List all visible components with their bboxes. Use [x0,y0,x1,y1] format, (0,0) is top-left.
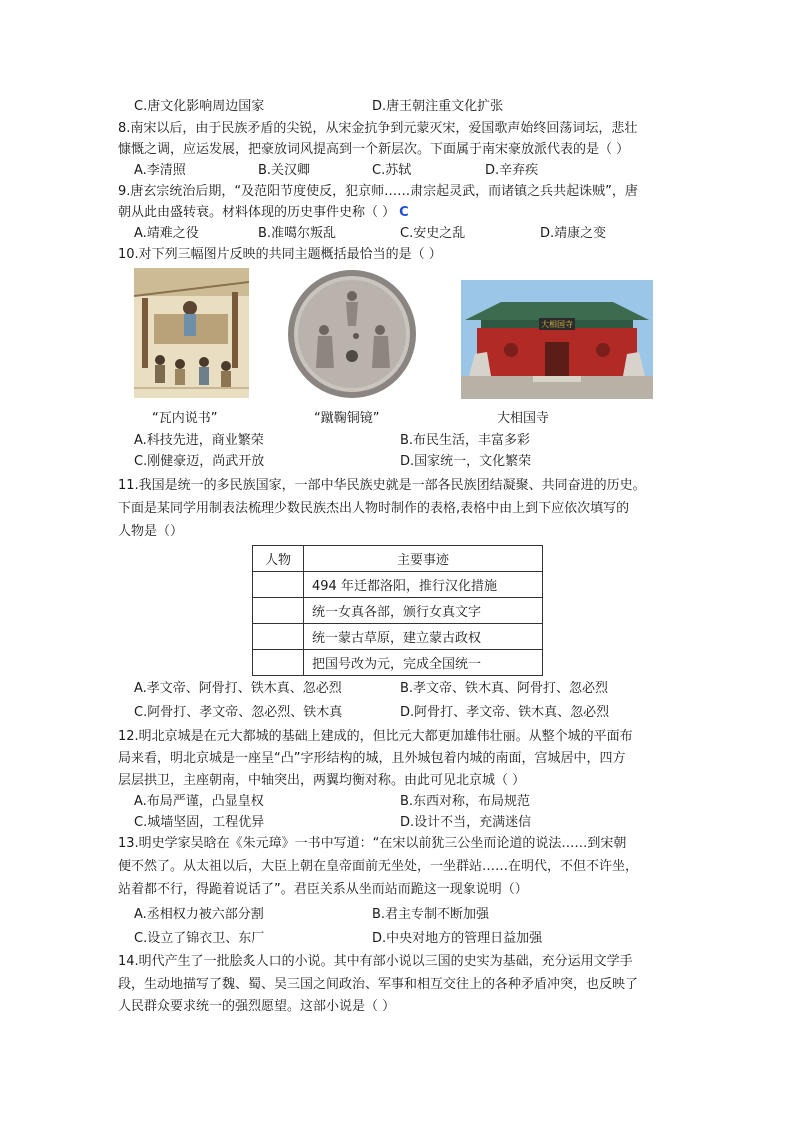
q11-option-b[interactable]: B.孝文帝、铁木真、阿骨打、忽必烈 [400,681,609,696]
q13-stem-line1: 13.明史学家吴晗在《朱元璋》一书中写道：“在宋以前犹三公坐而论道的说法……到宋朝 [118,836,627,851]
minority-figures-table [252,545,543,676]
q13-option-d[interactable]: D.中央对地方的管理日益加强 [372,931,543,946]
table-row [253,572,543,598]
q12-option-c[interactable]: C.城墙坚固，工程优异 [134,815,265,830]
q9-option-a[interactable]: A.靖难之役 [134,226,199,241]
q11-stem-line2: 下面是某同学用制表法梳理少数民族杰出人物时制作的表格,表格中由上到下应依次填写的 [118,501,630,516]
q9-option-b[interactable]: B.准噶尔叛乱 [258,226,337,241]
caption-temple: 大相国寺 [497,411,550,426]
table-cell-person [253,650,304,676]
q11-stem-line1: 11.我国是统一的多民族国家，一部中华民族史就是一部各民族团结凝聚、共同奋进的历史。 [118,478,646,493]
q8-option-c[interactable]: C.苏轼 [372,163,412,178]
q13-stem-line3: 站着都不行，得跪着说话了”。君臣关系从坐而站而跪这一现象说明（） [118,882,528,897]
q14-stem-line1: 14.明代产生了一批脍炙人口的小说。其中有部小说以三国的史实为基础，充分运用文学手 [118,954,633,969]
q10-option-c[interactable]: C.刚健豪迈，尚武开放 [134,454,265,469]
q12-option-b[interactable]: B.东西对称，布局规范 [400,794,531,809]
temple-plaque: 大相国寺 [541,320,573,329]
q11-option-a[interactable]: A.孝文帝、阿骨打、铁木真、忽必烈 [134,681,342,696]
q14-stem-line3: 人民群众要求统一的强烈愿望。这部小说是（ ） [118,999,396,1014]
table-cell-person [253,598,304,624]
q11-stem-line3: 人物是（） [118,524,184,539]
q8-option-a[interactable]: A.李清照 [134,163,186,178]
q8-stem-line1: 8.南宋以后，由于民族矛盾的尖锐，从宋金抗争到元蒙灭宋，爱国歌声始终回荡词坛，悲壮 [118,121,638,136]
table-header-deeds: 主要事迹 [304,546,543,572]
cuju-bronze-mirror [286,268,418,400]
cuju-bronze-mirror-art [286,268,418,400]
caption-storytelling: “瓦内说书” [152,411,218,426]
table-row [253,624,543,650]
q8-option-d[interactable]: D.辛弃疾 [485,163,539,178]
q9-handwritten-answer: C [399,205,409,220]
q8-option-b[interactable]: B.关汉卿 [258,163,311,178]
daxiangguo-temple-photo [461,280,653,399]
q9-option-c[interactable]: C.安史之乱 [400,226,466,241]
q13-option-a[interactable]: A.丞相权力被六部分割 [134,907,264,922]
q14-stem-line2: 段，生动地描写了魏、蜀、吴三国之间政治、军事和相互交往上的各种矛盾冲突，也反映了 [118,977,639,992]
caption-mirror: “蹴鞠铜镜” [314,411,380,426]
q9-stem-text: 朝从此由盛转衰。材料体现的历史事件史称（ ） [118,205,396,220]
q13-option-c[interactable]: C.设立了锦衣卫、东厂 [134,931,265,946]
table-row [253,598,543,624]
q8-stem-line2: 慷慨之调，应运发展，把豪放词风提高到一个新层次。下面属于南宋豪放派代表的是（ ） [118,142,630,157]
table-header-person: 人物 [253,546,304,572]
q12-stem-line3: 层层拱卫，主座朝南，中轴突出，两翼均衡对称。由此可见北京城（ ） [118,773,526,788]
storytelling-painting-art [134,268,249,398]
storytelling-painting [134,268,249,398]
q10-stem: 10.对下列三幅图片反映的共同主题概括最恰当的是（ ） [118,247,442,262]
q10-option-a[interactable]: A.科技先进，商业繁荣 [134,433,264,448]
q12-option-a[interactable]: A.布局严谨，凸显皇权 [134,794,264,809]
table-cell-deed: 统一女真各部，颁行女真文字 [304,598,543,624]
q12-stem-line1: 12.明北京城是在元大都城的基础上建成的，但比元大都更加雄伟壮丽。从整个城的平面布 [118,729,633,744]
q11-option-c[interactable]: C.阿骨打、孝文帝、忽必烈、铁木真 [134,705,343,720]
q10-option-d[interactable]: D.国家统一，文化繁荣 [400,454,532,469]
table-header-row [253,546,543,572]
q10-option-b[interactable]: B.布民生活，丰富多彩 [400,433,531,448]
q9-stem-line2 [118,204,409,222]
q13-option-b[interactable]: B.君主专制不断加强 [372,907,490,922]
q7-option-c[interactable]: C.唐文化影响周边国家 [134,99,265,114]
table-cell-deed: 494 年迁都洛阳，推行汉化措施 [304,572,543,598]
table-cell-deed: 把国号改为元，完成全国统一 [304,650,543,676]
table-cell-deed: 统一蒙古草原，建立蒙古政权 [304,624,543,650]
q9-option-d[interactable]: D.靖康之变 [540,226,607,241]
q12-option-d[interactable]: D.设计不当，充满迷信 [400,815,532,830]
q12-stem-line2: 局来看，明北京城是一座呈“凸”字形结构的城，且外城包着内城的南面，宫城居中，四方 [118,751,626,766]
daxiangguo-temple-photo-art [461,280,653,399]
table-row [253,650,543,676]
q13-stem-line2: 便不然了。从太祖以后，大臣上朝在皇帝面前无坐处，一坐群站……在明代，不但不许坐， [118,859,639,874]
table-cell-person [253,572,304,598]
table-cell-person [253,624,304,650]
q7-option-d[interactable]: D.唐王朝注重文化扩张 [372,99,504,114]
q9-stem-line1: 9.唐玄宗统治后期，“及范阳节度使反，犯京师……肃宗起灵武，而诸镇之兵共起诛贼”，唐 [118,184,638,199]
q11-option-d[interactable]: D.阿骨打、孝文帝、铁木真、忽必烈 [400,705,610,720]
